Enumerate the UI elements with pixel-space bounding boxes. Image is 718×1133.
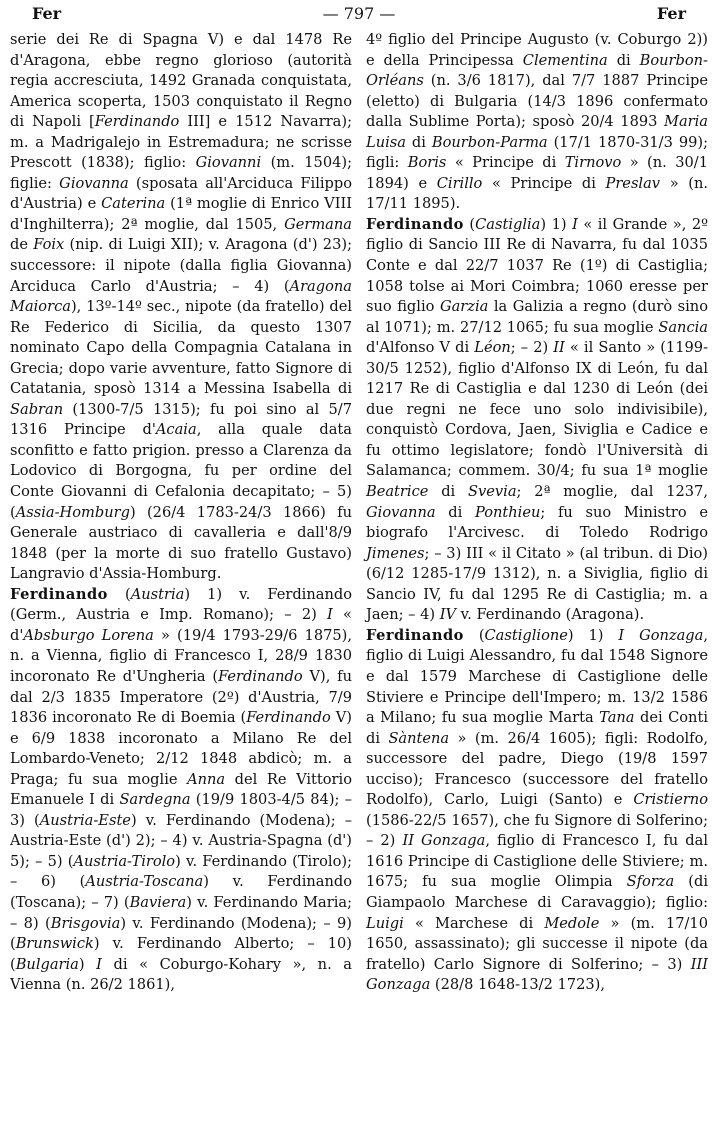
entry-text: « d': [10, 606, 352, 644]
entry-text: ) 1) v. Ferdinando (Germ., Austria e Imp. Romano); – 2): [10, 585, 352, 624]
italic-text: Giovanni: [195, 154, 262, 172]
entry-text: « Marchese di: [403, 914, 545, 932]
italic-text: Sabran: [10, 400, 64, 418]
header-left-keyword: Fer: [32, 4, 62, 23]
italic-text: Assia-Homburg: [15, 503, 130, 521]
entry-text: » (n. 17/11 1895).: [366, 174, 708, 213]
entry-text: ; – 3) III « il Citato » (al tribun. di Dio) (6/12 1285-17/9 1312), n. a Siviglia, figlio di Sancio IV, fu dal 1295 Re di Castiglia; m. a Jaen; – 4): [366, 544, 708, 624]
italic-text: Maria Luisa: [366, 113, 708, 151]
italic-text: III Gonzaga: [366, 955, 708, 994]
italic-text: Svevia: [468, 483, 517, 501]
italic-text: Austria: [130, 585, 185, 603]
italic-text: Tana: [599, 709, 635, 727]
italic-text: Austria-Tirolo: [73, 852, 176, 870]
italic-text: Sforza: [626, 873, 675, 891]
entry-text: ) v. Ferdinando (Toscana); – 7) (: [10, 873, 353, 911]
italic-text: Bourbon-Parma: [431, 133, 548, 151]
entry-text: , figlio di Luigi Alessandro, fu dal 1548 Signore e dal 1579 Marchese di Castiglione delle Stiviere e Principe dell'Impero; m. 13/2 1586 a Milano; fu sua moglie Marta: [366, 626, 708, 727]
italic-text: Garzia: [439, 298, 489, 316]
italic-text: Acaia: [155, 421, 197, 439]
italic-text: Luigi: [366, 914, 404, 932]
italic-text: II: [553, 339, 565, 357]
italic-text: I: [572, 215, 578, 233]
entry-text: » (m. 26/4 1605); figli: Rodolfo, successore del padre, Diego (19/8 1597 ucciso); Francesco (successore del fratello Rodolfo), Carlo, Luigi (Santo) e: [366, 729, 708, 809]
entry-text: (: [107, 585, 131, 603]
entry-text: « Principe di: [482, 174, 606, 192]
entry-text: (: [463, 215, 476, 233]
entry-text: ) 1): [540, 215, 573, 233]
italic-text: IV: [439, 606, 457, 624]
entry-text: ) 1): [567, 626, 619, 644]
italic-text: Ferdinando: [218, 667, 303, 685]
italic-text: Clementina: [522, 51, 608, 69]
entry-text: (28/8 1648-13/2 1723),: [430, 976, 605, 994]
italic-text: Absburgo Lorena: [23, 626, 154, 644]
italic-text: Brunswick: [15, 935, 94, 953]
entry-text: ) (26/4 1783-24/3 1866) fu Generale austriaco di cavalleria e dall'8/9 1848 (per la morte di suo fratello Gustavo) Langravio d'Assia-Homburg.: [10, 503, 352, 583]
entry-text: , figlio di Francesco I, fu dal 1616 Principe di Castiglione delle Stiviere; m. 1675; fu sua moglie Olimpia: [366, 832, 708, 891]
dictionary-entry: [366, 30, 708, 215]
italic-text: Germana: [284, 215, 352, 233]
page-header: [10, 4, 708, 30]
italic-text: Baviera: [129, 893, 187, 911]
italic-text: Anna: [187, 770, 226, 788]
italic-text: I: [327, 606, 333, 624]
entry-text: (1586-22/5 1657), che fu Signore di Solferino; – 2): [366, 811, 708, 850]
entry-text: ) v. Ferdinando Alberto; – 10) (: [10, 935, 352, 973]
italic-text: Cirillo: [436, 174, 483, 192]
entry-text: V), fu dal 2/3 1835 Imperatore (2º) d'Austria, 7/9 1836 incoronato Re di Boemia (: [10, 667, 352, 727]
dictionary-entry: [366, 215, 708, 626]
italic-text: Castiglia: [475, 215, 541, 233]
italic-text: Caterina: [101, 195, 166, 213]
italic-text: Bulgaria: [15, 955, 79, 973]
entry-text: (1ª moglie di Enrico VIII d'Inghilterra); 2ª moglie, dal 1505,: [10, 195, 352, 233]
entry-text: » (19/4 1793-29/6 1875), n. a Vienna, figlio di Francesco I, 28/9 1830 incoronato Re d'Ungheria (: [10, 626, 353, 685]
italic-text: Beatrice: [366, 483, 429, 501]
entry-headword: Ferdinando: [10, 585, 108, 603]
italic-text: Medole: [544, 914, 600, 932]
dictionary-entry: [366, 626, 708, 996]
italic-text: Ferdinando: [246, 709, 331, 727]
italic-text: I: [96, 955, 102, 973]
italic-text: Tirnovo: [564, 154, 622, 172]
dictionary-entry: [10, 30, 352, 585]
entry-text: la Galizia a regno (durò sino al 1071); m. 27/12 1065; fu sua moglie: [366, 298, 708, 336]
entry-text: serie dei Re di Spagna V) e dal 1478 Re d'Aragona, ebbe regno glorioso (autorità regia accresciuta, 1492 Granada conquistata, America scoperta, 1503 conquistato il Regno di Napoli [: [10, 31, 352, 131]
entry-text: ) v. Ferdinando (Modena); – Austria-Este (d') 2); – 4) v. Austria-Spagna (d') 5); – 5) (: [10, 811, 353, 870]
entry-text: di: [435, 503, 475, 521]
italic-text: Brisgovia: [50, 914, 121, 932]
italic-text: II Gonzaga: [402, 832, 486, 850]
entry-text: (n. 3/6 1817), dal 7/7 1887 Principe (eletto) di Bulgaria (14/3 1896 confermato dalla Sublime Porta); sposò 20/4 1893: [366, 72, 708, 131]
entry-text: 4º figlio del Principe Augusto (v. Coburgo 2)) e della Principessa: [366, 31, 708, 69]
italic-text: Austria-Este: [39, 811, 131, 829]
entry-headword: Ferdinando: [366, 215, 464, 233]
italic-text: Austria-Toscana: [85, 873, 204, 891]
entry-text: ; – 2): [510, 339, 554, 357]
italic-text: I Gonzaga: [618, 626, 704, 644]
entry-text: di: [607, 51, 640, 69]
entry-text: (: [463, 626, 485, 644]
italic-text: Foix: [33, 236, 65, 254]
italic-text: Giovanna: [59, 174, 129, 192]
entry-text: dei Conti di: [366, 709, 708, 747]
italic-text: Castiglione: [484, 626, 568, 644]
entry-headword: Ferdinando: [366, 626, 464, 644]
entry-text: di « Coburgo-Kohary », n. a Vienna (n. 26/2 1861),: [10, 955, 352, 994]
italic-text: Giovanna: [366, 503, 436, 521]
entry-text: V) e 6/9 1838 incoronato a Milano Re del Lombardo-Veneto; 2/12 1848 abdicò; m. a Praga; fu sua moglie: [10, 709, 352, 788]
entry-text: « Principe di: [446, 154, 565, 172]
italic-text: Jimenes: [366, 544, 425, 562]
text-columns: [10, 30, 708, 1125]
entry-text: ; fu suo Ministro e biografo l'Arcivesc. di Toledo Rodrigo: [366, 503, 708, 542]
entry-text: d'Alfonso V di: [366, 339, 475, 357]
entry-text: , alla quale data sconfitto e fatto prigion. presso a Clarenza da Lodovico di Borgogna, fu per ordine del Conte Giovanni di Cefalonia decapitato; – 5) (: [10, 421, 352, 521]
entry-text: III] e 1512 Navarra); m. a Madrigalejo in Estremadura; ne scrisse Prescott (1838); figlio:: [10, 113, 352, 172]
italic-text: Ponthieu: [474, 503, 541, 521]
entry-text: (nip. di Luigi XII); v. Aragona (d') 23); successore: il nipote (dalla figlia Giovanna) Arciduca Carlo d'Austria; – 4) (: [10, 236, 352, 295]
left-column: [10, 30, 352, 1125]
italic-text: Aragona Maiorca: [10, 277, 352, 316]
entry-text: (1300-7/5 1315); fu poi sino al 5/7 1316 Principe d': [10, 400, 352, 439]
entry-text: ): [78, 955, 97, 973]
italic-text: Sàntena: [388, 729, 450, 747]
entry-text: ) v. Ferdinando Maria; – 8) (: [10, 893, 353, 932]
entry-text: « il Santo » (1199-30/5 1252), figlio d'Alfonso IX di León, fu dal 1217 Re di Castiglia e dal 1230 di León (dei due regni ne fece uno solo indivisibile), conquistò Cordova, Jaen, Siviglia e Cadice e fu ottimo legislatore; fondò l'Università di Salamanca; commem. 30/4; fu sua 1ª moglie: [366, 339, 708, 480]
entry-text: ) v. Ferdinando (Modena); – 9) (: [10, 914, 352, 953]
italic-text: Léon: [474, 339, 511, 357]
entry-text: « il Grande », 2º figlio di Sancio III Re di Navarra, fu dal 1035 Conte e dal 22/7 1037 Re (1º) di Castiglia; 1058 tolse ai Mori Coimbra; 1060 eresse per suo figlio: [366, 215, 708, 316]
entry-text: » (n. 30/1 1894) e: [366, 154, 708, 192]
entry-text: de: [10, 236, 34, 254]
italic-text: Sancia: [658, 318, 708, 336]
entry-text: ) v. Ferdinando (Tirolo); – 6) (: [10, 852, 352, 891]
dictionary-entry: [10, 585, 352, 996]
entry-text: di: [428, 483, 469, 501]
header-right-keyword: Fer: [656, 4, 686, 23]
italic-text: Bourbon-Orléans: [366, 51, 708, 90]
right-column: [366, 30, 708, 1125]
entry-text: (19/9 1803-4/5 84); – 3) (: [10, 791, 353, 829]
entry-text: v. Ferdinando (Aragona).: [456, 606, 645, 624]
entry-text: del Re Vittorio Emanuele I di: [10, 770, 352, 809]
entry-text: ; 2ª moglie, dal 1237,: [516, 483, 708, 501]
italic-text: Preslav: [605, 174, 661, 192]
italic-text: Boris: [407, 154, 447, 172]
entry-text: (sposata all'Arciduca Filippo d'Austria) e: [10, 174, 352, 213]
italic-text: Sardegna: [119, 791, 191, 809]
entry-text: (17/1 1870-31/3 99); figli:: [366, 133, 708, 172]
page-number: — 797 —: [322, 4, 396, 23]
italic-text: Cristierno: [633, 791, 708, 809]
entry-text: ), 13º-14º sec., nipote (da fratello) del Re Federico di Sicilia, da questo 1307 nominato Capo della Compagnia Catalana in Grecia; dopo varie avventure, fatto Signore di Catatania, sposò 1314 a Messina Isabella di: [10, 298, 352, 398]
entry-text: (di Giampaolo Marchese di Caravaggio); figlio:: [366, 873, 708, 911]
entry-text: di: [405, 133, 432, 151]
italic-text: Ferdinando: [94, 113, 180, 131]
entry-text: » (m. 17/10 1650, assassinato); gli successe il nipote (da fratello) Carlo Signore di Solferino; – 3): [366, 914, 708, 973]
entry-text: (m. 1504); figlie:: [10, 154, 352, 192]
